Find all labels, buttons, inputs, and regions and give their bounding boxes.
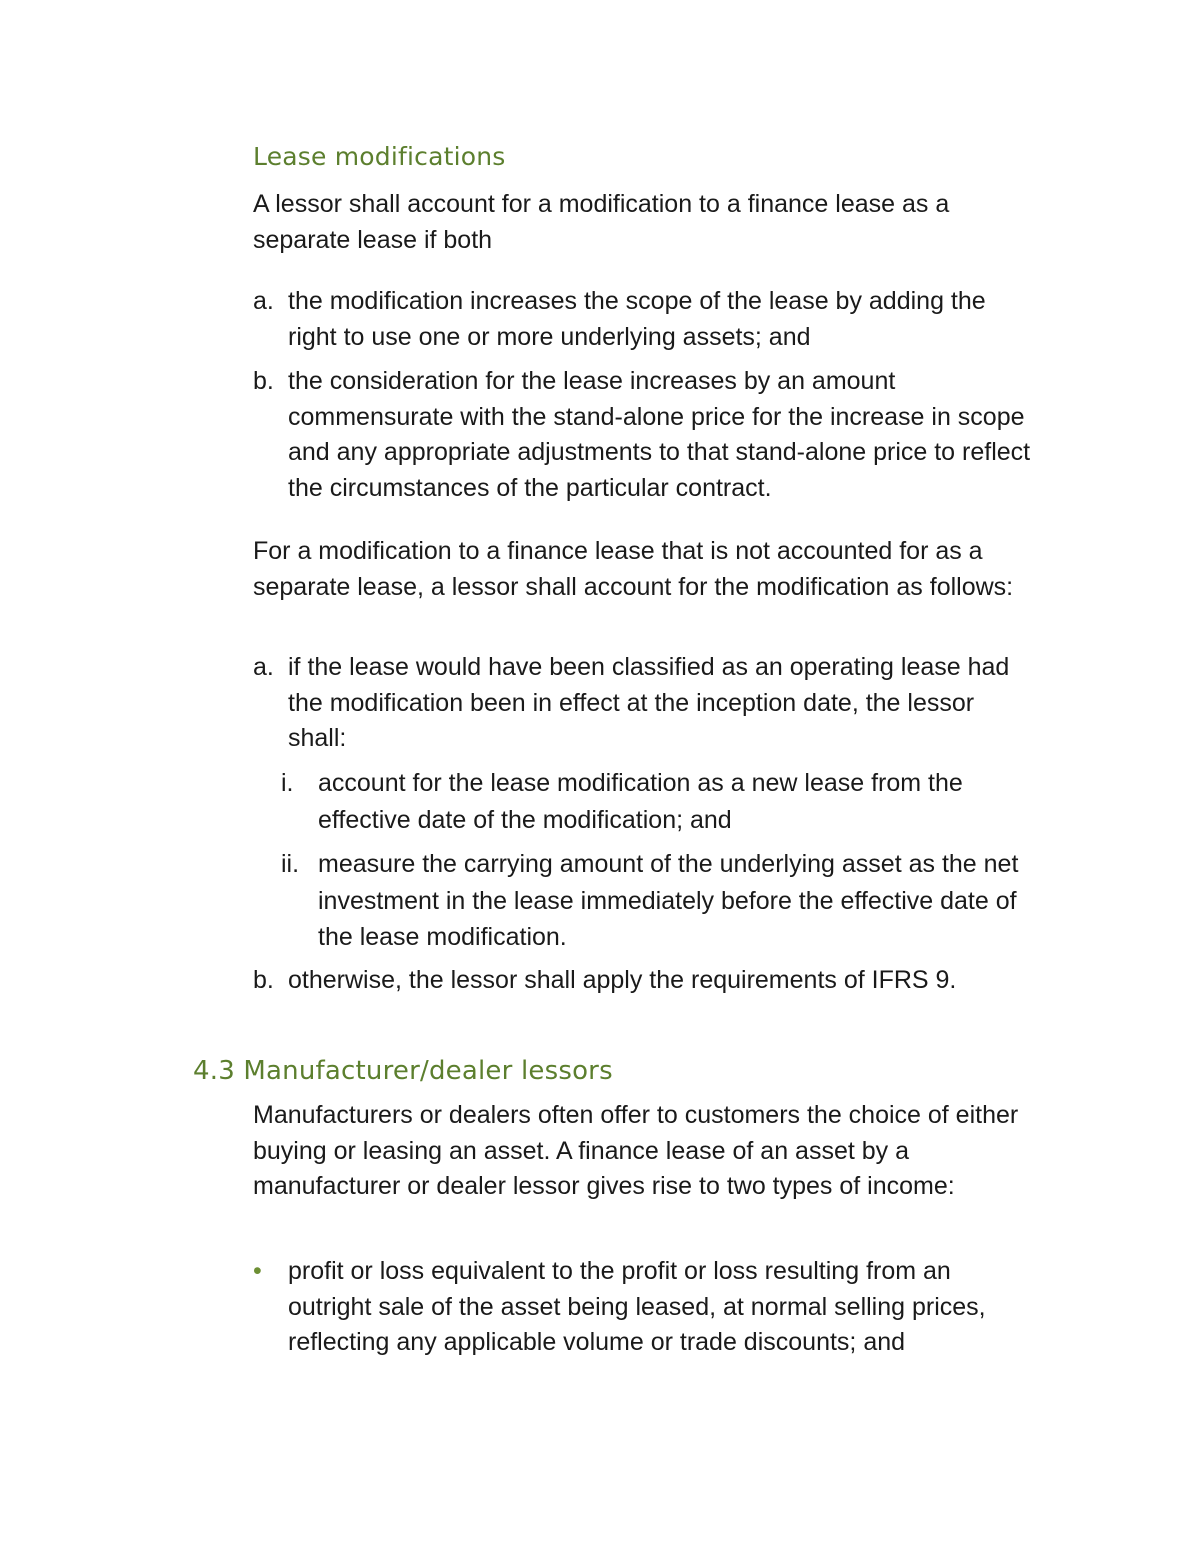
- list-item: [253, 284, 1033, 355]
- list-item: [253, 650, 1033, 757]
- bullet-item: [253, 1254, 1033, 1361]
- sub-list-item: [253, 765, 1033, 838]
- sub-list-marker: ii.: [281, 850, 300, 878]
- list-marker: a.: [253, 287, 274, 315]
- section-4-3-heading: 4.3 Manufacturer/dealer lessors: [193, 1056, 613, 1086]
- list-item-text: the modification increases the scope of the lease by adding the right to use one or more underlying assets; and: [288, 287, 986, 351]
- sub-list-item-text: measure the carrying amount of the underlying asset as the net investment in the lease immediately before the effective date of the lease modification.: [318, 850, 1019, 951]
- lease-mod-para-2-block: [253, 534, 1033, 605]
- lease-mod-intro-block: [253, 187, 1033, 258]
- list-item: [253, 364, 1033, 506]
- lease-mod-list-2-b: [253, 963, 1033, 999]
- lease-mod-list-2: [253, 650, 1033, 765]
- list-item: [253, 963, 1033, 999]
- section-4-3-intro: Manufacturers or dealers often offer to customers the choice of either buying or leasing an asset. A finance lease of an asset by a manufacturer or dealer lessor gives rise to two types of income:: [253, 1101, 1019, 1200]
- lease-mod-sublist: [253, 765, 1033, 956]
- list-marker: b.: [253, 966, 274, 994]
- lease-mod-para-2: For a modification to a finance lease that is not accounted for as a separate lease, a lessor shall account for the modification as follows:: [253, 537, 1014, 601]
- section-4-3-intro-block: [253, 1098, 1033, 1205]
- sub-list-marker: i.: [281, 769, 294, 797]
- lease-modifications-heading: Lease modifications: [253, 142, 506, 171]
- lease-modifications-heading-block: [253, 140, 1033, 174]
- list-item-text: otherwise, the lessor shall apply the requirements of IFRS 9.: [288, 966, 957, 994]
- list-marker: a.: [253, 653, 274, 681]
- sub-list-item-text: account for the lease modification as a new lease from the effective date of the modification; and: [318, 769, 963, 834]
- bullet-item-text: profit or loss equivalent to the profit or loss resulting from an outright sale of the asset being leased, at normal selling prices, reflecting any applicable volume or trade discounts; and: [288, 1257, 986, 1356]
- list-item-text: the consideration for the lease increases by an amount commensurate with the stand-alone price for the increase in scope and any appropriate adjustments to that stand-alone price to reflect the circumstances of the particular contract.: [288, 367, 1031, 502]
- sub-list-item: [253, 846, 1033, 956]
- list-item-text: if the lease would have been classified as an operating lease had the modification been in effect at the inception date, the lessor shall:: [288, 653, 1010, 752]
- lease-mod-intro: A lessor shall account for a modification to a finance lease as a separate lease if both: [253, 190, 950, 254]
- lease-mod-list-1: [253, 284, 1033, 506]
- list-marker: b.: [253, 367, 274, 395]
- section-4-3-bullet-list: [253, 1254, 1033, 1361]
- section-4-3-heading-block: [193, 1054, 1093, 1088]
- bullet-icon: •: [253, 1257, 262, 1285]
